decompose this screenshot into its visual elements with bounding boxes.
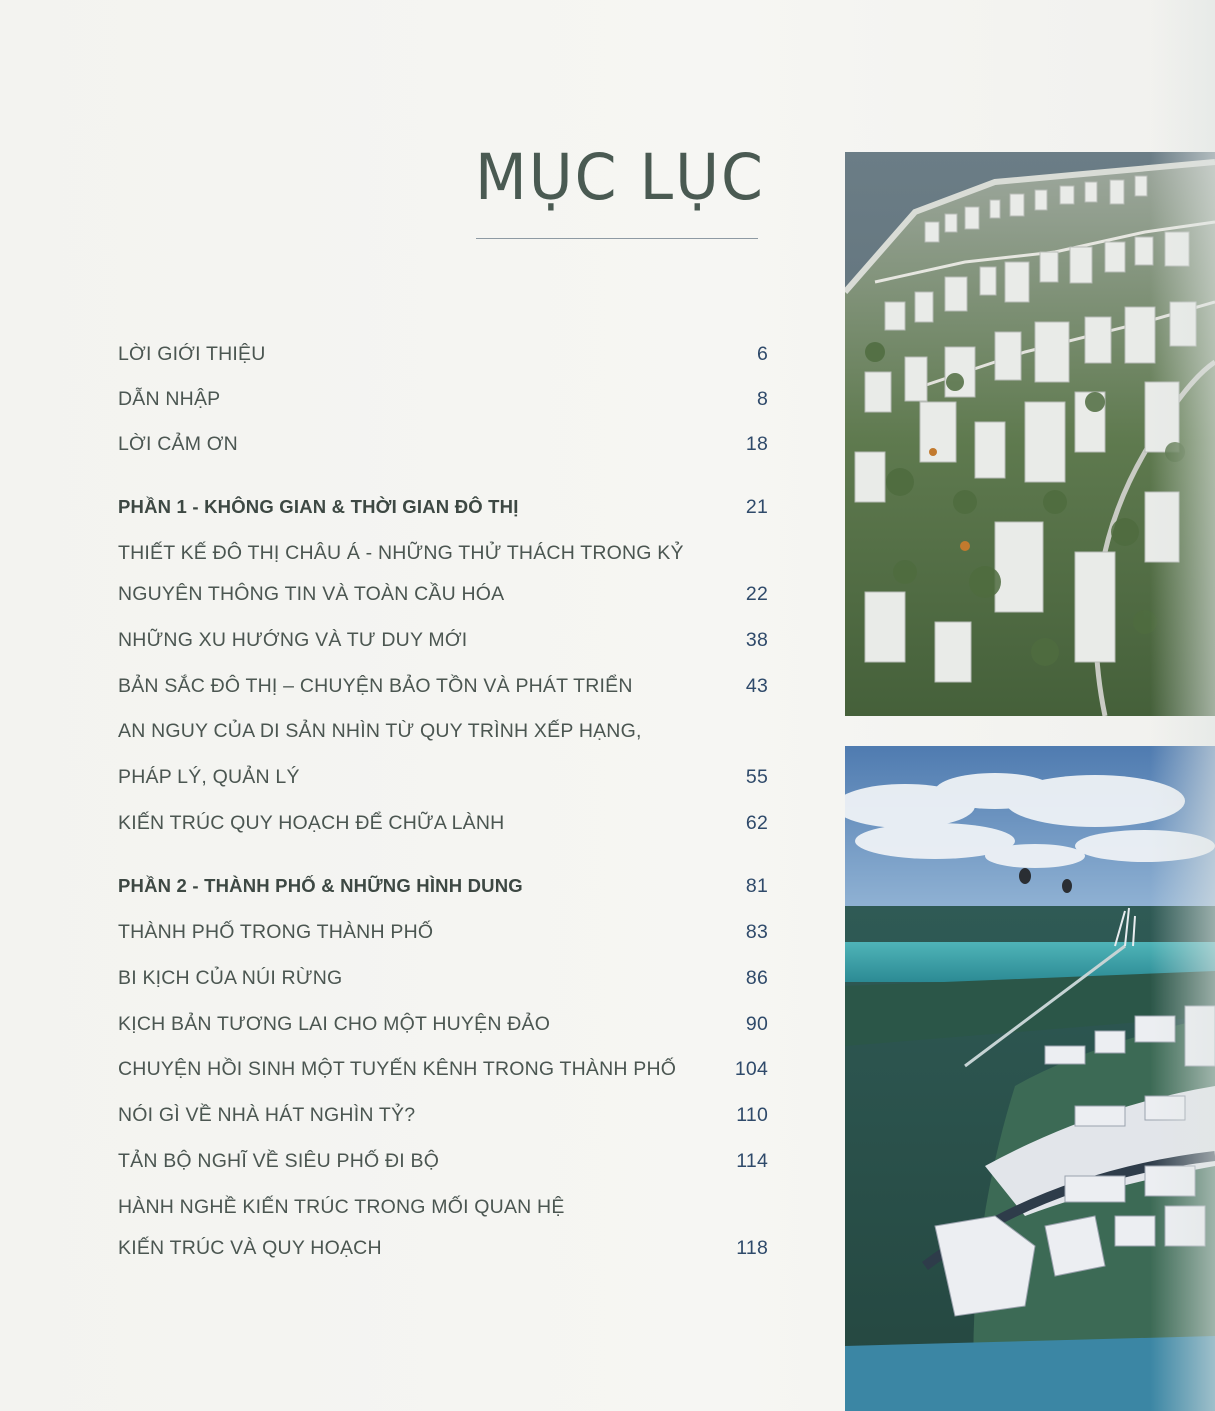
toc-entry[interactable] (118, 429, 768, 459)
toc-entry-title: PHÁP LÝ, QUẢN LÝ (118, 766, 300, 788)
toc-entry-page: 90 (745, 1013, 768, 1035)
toc-entry[interactable] (118, 1233, 768, 1263)
toc-entry-page: 38 (745, 629, 768, 651)
toc-entry-title: NÓI GÌ VỀ NHÀ HÁT NGHÌN TỶ? (118, 1104, 416, 1126)
toc-entry-title: CHUYỆN HỒI SINH MỘT TUYẾN KÊNH TRONG THÀNH PHỐ (118, 1058, 677, 1080)
toc-entry-title: PHẦN 2 - THÀNH PHỐ & NHỮNG HÌNH DUNG (118, 875, 523, 896)
toc-entry[interactable] (118, 1192, 768, 1222)
toc-entry[interactable] (118, 762, 768, 792)
toc-entry-title: HÀNH NGHỀ KIẾN TRÚC TRONG MỐI QUAN HỆ (118, 1196, 565, 1218)
aerial-city-photo (845, 152, 1215, 716)
toc-entry-title: THIẾT KẾ ĐÔ THỊ CHÂU Á - NHỮNG THỬ THÁCH TRONG KỶ (118, 542, 684, 564)
toc-entry-page: 81 (745, 875, 768, 897)
toc-entry-title: LỜI CẢM ƠN (118, 433, 238, 455)
toc-entry-title: DẪN NHẬP (118, 388, 221, 410)
toc-entry-title: THÀNH PHỐ TRONG THÀNH PHỐ (118, 921, 434, 943)
toc-entry-page: 114 (736, 1150, 768, 1172)
toc-entry-title: KỊCH BẢN TƯƠNG LAI CHO MỘT HUYỆN ĐẢO (118, 1013, 551, 1035)
toc-entry-title: LỜI GIỚI THIỆU (118, 343, 266, 365)
toc-entry-title: AN NGUY CỦA DI SẢN NHÌN TỪ QUY TRÌNH XẾP HẠNG, (118, 720, 642, 742)
toc-entry-page: 86 (745, 967, 768, 989)
toc-entry[interactable] (118, 1009, 768, 1039)
toc-entry-title: KIẾN TRÚC QUY HOẠCH ĐỂ CHỮA LÀNH (118, 812, 505, 834)
toc-entry-page: 18 (745, 433, 768, 455)
toc-entry-page: 43 (745, 675, 768, 697)
toc-entry[interactable] (118, 808, 768, 838)
toc-entry[interactable] (118, 963, 768, 993)
toc-entry-page: 55 (745, 766, 768, 788)
toc-entry[interactable] (118, 917, 768, 947)
toc-entry[interactable] (118, 1054, 768, 1084)
island-development-render (845, 746, 1215, 1411)
toc-entry[interactable] (118, 625, 768, 655)
toc-entry[interactable] (118, 538, 768, 568)
toc-entry-page: 62 (745, 812, 768, 834)
toc-entry-title: PHẦN 1 - KHÔNG GIAN & THỜI GIAN ĐÔ THỊ (118, 496, 519, 517)
toc-entry-title: BI KỊCH CỦA NÚI RỪNG (118, 967, 343, 989)
toc-entry[interactable] (118, 716, 768, 746)
toc-entry[interactable] (118, 579, 768, 609)
toc-entry-page: 110 (736, 1104, 768, 1126)
toc-section-heading[interactable] (118, 492, 768, 522)
toc-entry-title: BẢN SẮC ĐÔ THỊ – CHUYỆN BẢO TỒN VÀ PHÁT TRIỂN (118, 675, 633, 697)
toc-entry-page: 8 (756, 388, 768, 410)
toc-entry-page: 118 (736, 1237, 768, 1259)
toc-entry-title: NHỮNG XU HƯỚNG VÀ TƯ DUY MỚI (118, 629, 468, 651)
toc-entry-page: 6 (756, 343, 768, 365)
toc-entry-page: 104 (734, 1058, 768, 1080)
page-title: MỤC LỤC (475, 141, 765, 215)
toc-entry[interactable] (118, 384, 768, 414)
toc-entry-title: TẢN BỘ NGHĨ VỀ SIÊU PHỐ ĐI BỘ (118, 1150, 440, 1172)
toc-entry-page: 83 (745, 921, 768, 943)
toc-entry[interactable] (118, 339, 768, 369)
toc-section-heading[interactable] (118, 871, 768, 901)
toc-entry-title: KIẾN TRÚC VÀ QUY HOẠCH (118, 1237, 382, 1259)
toc-entry-page: 22 (745, 583, 768, 605)
toc-entry[interactable] (118, 1100, 768, 1130)
toc-entry[interactable] (118, 1146, 768, 1176)
toc-entry[interactable] (118, 671, 768, 701)
table-of-contents (118, 0, 768, 1411)
toc-entry-page: 21 (745, 496, 768, 518)
toc-entry-title: NGUYÊN THÔNG TIN VÀ TOÀN CẦU HÓA (118, 583, 505, 605)
